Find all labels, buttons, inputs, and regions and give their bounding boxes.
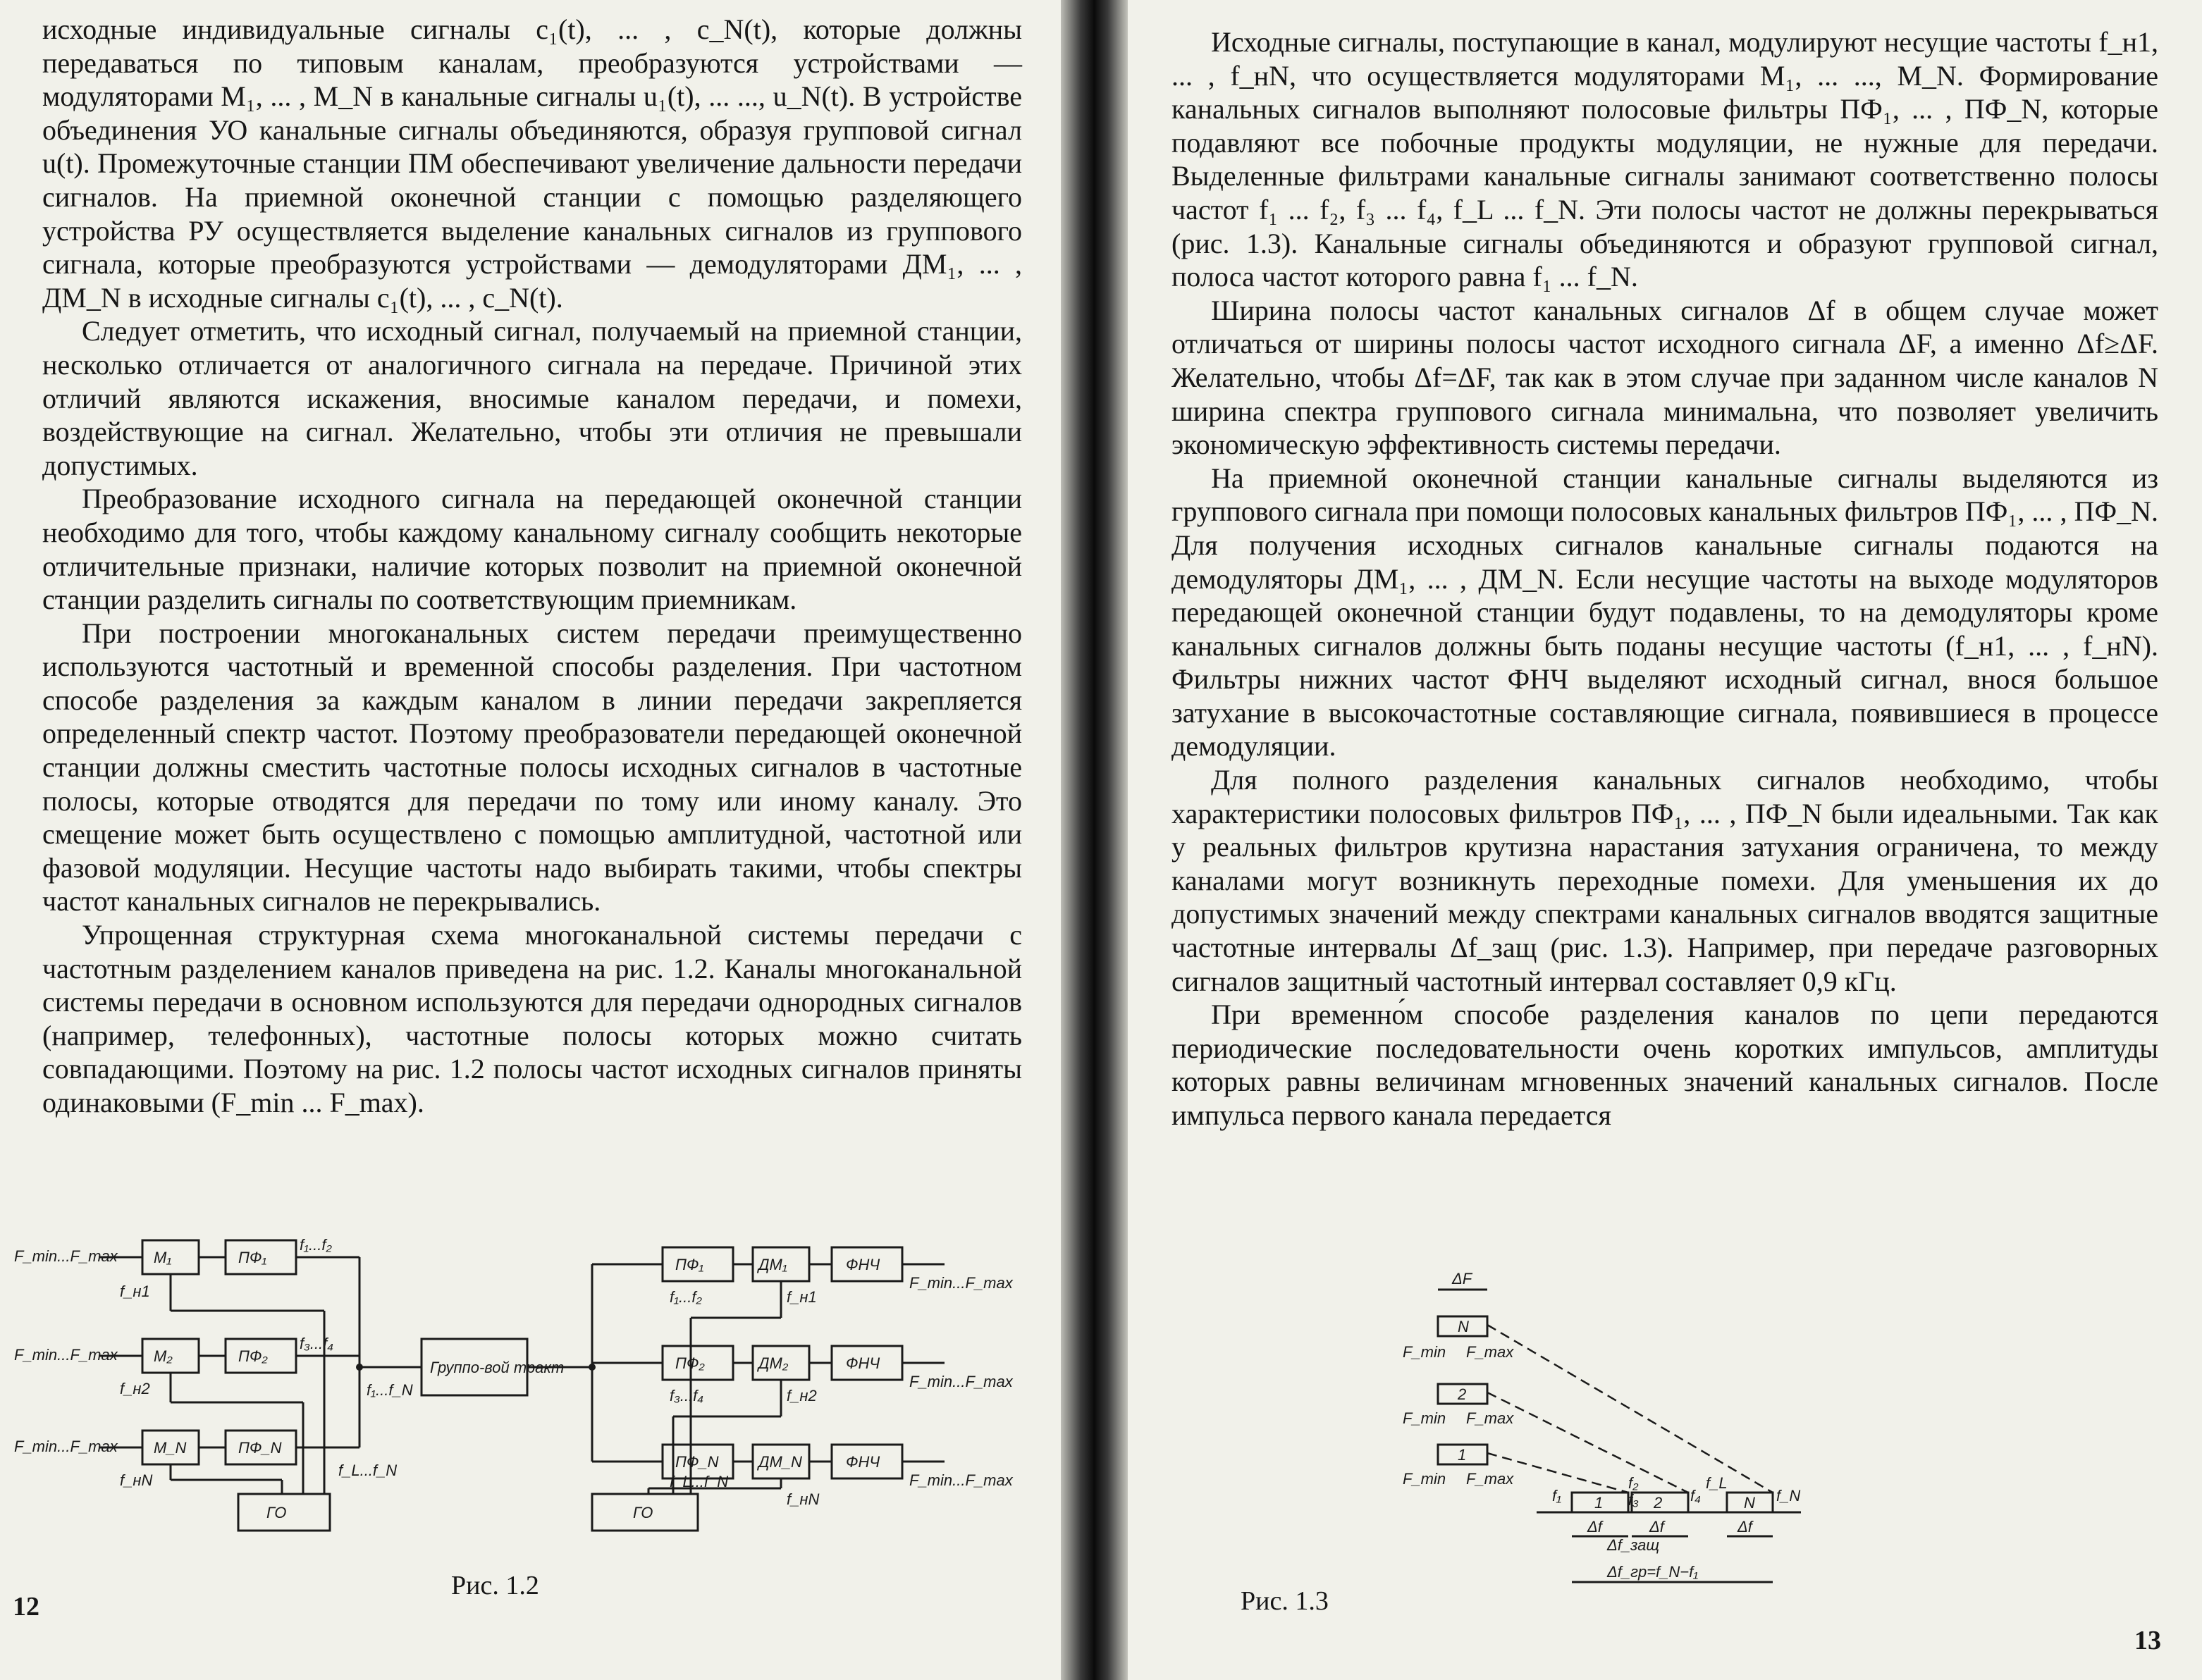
fig13-f-label: f₂ — [1628, 1474, 1639, 1492]
paragraph: На приемной оконечной станции канальные сигналы выделяются из группового сигнала при помощи полосовых канальных фильтров ПФ₁, ... , ПФ_N. Для получения исходных сигналов канальные сигналы подаются на демодуляторы ДМ₁, ... , ДМ_N. Если несущие частоты на выходе модуляторов передающей оконечной станции будут подавлены, то на демодуляторы кроме канальных сигналов должны быть поданы несущие частоты (f_н1, ... , f_нN). Фильтры нижних частот ФНЧ выделяют исходный сигнал, внося большое затухание в высокочастотные составляющие сигнала, появившиеся в процессе демодуляции. — [1171, 462, 2158, 762]
left-page — [0, 0, 1061, 1680]
fig13-channel-block: N — [1458, 1318, 1469, 1335]
fig12-tx-filter: ПФ₂ — [238, 1347, 268, 1365]
fig12-band: f₃...f₄ — [300, 1335, 334, 1352]
fig12-rx-carrier: f_н2 — [787, 1387, 817, 1404]
fig13-f-label: f₃ — [1628, 1491, 1639, 1509]
figure-1-3-spectrum-diagram — [1396, 1268, 1819, 1600]
fig13-f-label: f₄ — [1690, 1487, 1701, 1505]
paragraph: Исходные сигналы, поступающие в канал, модулируют несущие частоты f_н1, ... , f_нN, что осуществляется модуляторами M₁, ... ..., M_N. Формирование канальных сигналов выполняют полосовые фильтры ПФ₁, ... , ПФ_N, которые подавляют все побочные продукты модуляции, не нужные для передачи. Выделенные фильтрами канальные сигналы занимают соответственно полосы частот f₁ ... f₂, f₃ ... f₄, f_L ... f_N. Эти полосы частот не должны перекрываться (рис. 1.3). Канальные сигналы объединяются и образуют групповой сигнал, полоса частот которого равна f₁ ... f_N. — [1171, 26, 2158, 293]
fig12-group-path: Группо-вой тракт — [430, 1359, 565, 1376]
paragraph: Преобразование исходного сигнала на передающей оконечной станции необходимо для того, чтобы каждому канальному сигналу сообщить некоторые отличительные признаки, наличие которых позволит на приемной оконечной станции разделить сигналы по соответствующим приемникам. — [42, 483, 1022, 616]
figure-caption: Рис. 1.3 — [1241, 1586, 1329, 1616]
paragraph: Ширина полосы частот канальных сигналов Δf в общем случае может отличаться от ширины полосы частот исходного сигнала ΔF, а именно Δf≥ΔF. Желательно, чтобы Δf=ΔF, так как в этом случае при заданном числе каналов N ширина спектра группового сигнала минимальна, что позволяет увеличить экономическую эффективность системы передачи. — [1171, 294, 2158, 461]
fig13-delta-F: ΔF — [1452, 1270, 1472, 1287]
fig12-rx-band: f₁...f₂ — [670, 1288, 702, 1306]
fig12-modulator: M₂ — [154, 1347, 173, 1365]
paragraph: Упрощенная структурная схема многоканальной системы передачи с частотным разделением каналов приведена на рис. 1.2. Каналы многоканальной системы передачи в основном используются для передачи однородных сигналов (например, телефонных), частотные полосы которых можно считать совпадающими. Поэтому на рис. 1.2 полосы частот исходных сигналов приняты одинаковыми (F_min ... F_max). — [42, 919, 1022, 1118]
fig12-lowpass: ФНЧ — [846, 1354, 880, 1372]
fig12-output-label: F_min...F_max — [909, 1471, 1013, 1489]
left-text-column — [42, 13, 1022, 1120]
fig12-input-label: F_min...F_max — [14, 1438, 118, 1455]
figure-1-2-block-diagram — [14, 1226, 1029, 1536]
fig13-fmin: F_min — [1403, 1343, 1446, 1361]
fig12-band: f₁...f₂ — [300, 1236, 332, 1254]
fig12-carrier: f_нN — [120, 1471, 153, 1489]
fig13-fmax: F_max — [1466, 1470, 1514, 1488]
page-number: 13 — [2134, 1626, 2161, 1655]
fig12-tx-filter: ПФ_N — [238, 1439, 282, 1457]
fig12-rx-filter: ПФ₂ — [675, 1354, 705, 1372]
fig13-f-label: f_N — [1776, 1487, 1801, 1505]
fig12-input-label: F_min...F_max — [14, 1247, 118, 1265]
fig13-axis-block: 2 — [1654, 1494, 1663, 1512]
fig13-channel-block: 2 — [1458, 1385, 1467, 1403]
fig13-axis-block: N — [1744, 1494, 1755, 1512]
paragraph: При временно́м способе разделения каналов по цепи передаются периодические последовательности очень коротких импульсов, амплитуды которых равны величинам мгновенных значений канальных сигналов. После импульса первого канала передается — [1171, 999, 2158, 1131]
paragraph: исходные индивидуальные сигналы c₁(t), ... , c_N(t), которые должны передаваться по типовым каналам, преобразуются устройствами — модуляторами M₁, ... , M_N в канальные сигналы u₁(t), ... ..., u_N(t). В устройстве объединения УО канальные сигналы объединяются, образуя групповой сигнал u(t). Промежуточные станции ПМ обеспечивают увеличение дальности передачи сигналов. На приемной оконечной станции с помощью разделяющего устройства РУ осуществляется выделение канальных сигналов из группового сигнала, которые преобразуются устройствами — демодуляторами ДМ₁, ... , ДМ_N в исходные сигналы c₁(t), ... , c_N(t). — [42, 13, 1022, 314]
fig13-delta-f: Δf — [1737, 1518, 1752, 1536]
fig12-rx-band: f_L...f_N — [670, 1473, 729, 1490]
right-page — [1128, 0, 2202, 1680]
fig13-fmin: F_min — [1403, 1409, 1446, 1427]
fig12-rx-filter: ПФ₁ — [675, 1256, 704, 1273]
right-text-column — [1171, 25, 2158, 1132]
paragraph: При построении многоканальных систем передачи преимущественно используются частотный и временной способы разделения. При частотном способе разделения за каждым каналом в линии передачи закрепляется определенный спектр частот. Поэтому преобразователи передающей оконечной станции должны сместить частотные полосы исходных сигналов в частотные полосы, которые отводятся для передачи по тому или иному каналу. Это смещение может быть осуществлено с помощью амплитудной, частотной или фазовой модуляции. Несущие частоты надо выбирать такими, чтобы спектры частот канальных сигналов не перекрывались. — [42, 617, 1022, 918]
fig12-demodulator: ДМ_N — [758, 1453, 802, 1471]
fig13-channel-block: 1 — [1458, 1446, 1467, 1464]
fig12-modulator: M₁ — [154, 1249, 172, 1266]
fig13-delta-f: Δf — [1587, 1518, 1602, 1536]
fig12-lowpass: ФНЧ — [846, 1256, 880, 1273]
fig12-carrier: f_н2 — [120, 1380, 150, 1397]
fig12-lowpass: ФНЧ — [846, 1453, 880, 1471]
fig13-fmax: F_max — [1466, 1343, 1514, 1361]
fig12-band: f_L...f_N — [338, 1462, 398, 1479]
fig12-input-label: F_min...F_max — [14, 1346, 118, 1364]
fig12-rx-band: f₃...f₄ — [670, 1387, 704, 1404]
book-spine — [1061, 0, 1128, 1680]
fig13-f-label: f_L — [1706, 1474, 1728, 1492]
fig12-rx-carrier: f_нN — [787, 1490, 820, 1508]
fig12-group-band: f₁...f_N — [367, 1381, 413, 1399]
fig12-carrier: f_н1 — [120, 1283, 150, 1300]
page-number: 12 — [13, 1592, 39, 1622]
fig12-output-label: F_min...F_max — [909, 1274, 1013, 1292]
fig12-modulator: M_N — [154, 1439, 187, 1457]
fig13-fmin: F_min — [1403, 1470, 1446, 1488]
fig13-axis-block: 1 — [1594, 1494, 1604, 1512]
paragraph: Следует отметить, что исходный сигнал, получаемый на приемной станции, несколько отличается от аналогичного сигнала на передаче. Причиной этих отличий являются искажения, вносимые каналом передачи, и помехи, воздействующие на сигнал. Желательно, чтобы эти отличия не превышали допустимых. — [42, 315, 1022, 481]
fig13-group-width: Δf_гр=f_N−f₁ — [1607, 1563, 1699, 1581]
fig12-demodulator: ДМ₁ — [758, 1256, 787, 1273]
fig12-rx-filter: ПФ_N — [675, 1453, 719, 1471]
fig12-generator: ГО — [266, 1504, 287, 1521]
figure-caption: Рис. 1.2 — [451, 1571, 539, 1600]
paragraph: Для полного разделения канальных сигналов необходимо, чтобы характеристики полосовых фильтров ПФ₁, ... , ПФ_N были идеальными. Так как у реальных фильтров крутизна нарастания затухания ограничена, то между каналами могут возникнуть переходные помехи. Для уменьшения их до допустимых значений между спектрами канальных сигналов вводятся защитные частотные интервалы Δf_защ (рис. 1.3). Например, при передаче разговорных сигналов защитный частотный интервал составляет 0,9 кГц. — [1171, 764, 2158, 997]
fig12-rx-carrier: f_н1 — [787, 1288, 817, 1306]
fig13-fmax: F_max — [1466, 1409, 1514, 1427]
fig12-tx-filter: ПФ₁ — [238, 1249, 267, 1266]
fig13-f-label: f₁ — [1552, 1487, 1562, 1505]
fig12-demodulator: ДМ₂ — [758, 1354, 789, 1372]
fig12-output-label: F_min...F_max — [909, 1373, 1013, 1390]
fig12-generator: ГО — [633, 1504, 653, 1521]
fig13-delta-f: Δf — [1649, 1518, 1664, 1536]
fig13-guard: Δf_защ — [1607, 1536, 1660, 1554]
